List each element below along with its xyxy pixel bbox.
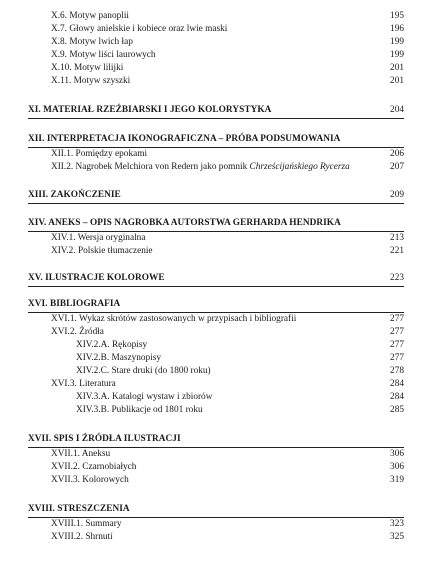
toc-subentry-title: XIV.2.C. Stare druki (do 1800 roku) [76,366,211,376]
toc-entry [0,36,427,49]
toc-entry-title: XVI.1. Wykaz skrótów zastosowanych w przypisach i bibliografii [51,314,297,324]
toc-entry-page: 199 [390,50,404,60]
chapter-page: 223 [390,273,404,283]
toc-entry-title: X.6. Motyw panoplii [51,11,129,21]
toc-subentry [0,352,427,365]
toc-entry-page: 199 [390,37,404,47]
toc-entry-title: X.10. Motyw lilijki [51,63,124,73]
toc-entry [0,148,427,161]
toc-entry-title: XVI.3. Literatura [51,379,116,389]
toc-entry-page: 213 [390,233,404,243]
toc-entry-page: 284 [390,379,404,389]
toc-entry-page: 206 [390,149,404,159]
toc-entry-page: 323 [390,519,404,529]
toc-subentry-page: 278 [390,366,404,376]
toc-entry-title: XVII.3. Kolorowych [51,475,129,485]
toc-entry-page: 277 [390,327,404,337]
toc-chapter [0,503,427,516]
toc-entry [0,518,427,531]
chapter-title: XV. ILUSTRACJE KOLOROWE [28,273,165,283]
toc-entry-title [51,161,350,174]
toc-entry-title: XVII.1. Aneksu [51,449,111,459]
toc-subentry-title: XIV.3.A. Katalogi wystaw i zbiorów [76,392,213,402]
chapter-title: XVII. SPIS I ŹRÓDŁA ILUSTRACJI [28,434,181,444]
toc-entry-title: XVII.2. Czarnobiałych [51,462,137,472]
toc-entry-title: XVIII.2. Shrnutí [51,532,113,542]
chapter-title: XIV. ANEKS – OPIS NAGROBKA AUTORSTWA GERHARDA HENDRIKA [28,218,341,228]
toc-subentry-page: 277 [390,340,404,350]
toc-entry [0,245,427,258]
toc-entry-page: 277 [390,314,404,324]
toc-subentry-page: 277 [390,353,404,363]
toc-entry-title: X.9. Motyw liści laurowych [51,50,156,60]
toc-entry [0,161,427,174]
toc-entry-title: XVI.2. Źródła [51,327,104,337]
toc-chapter [0,433,427,446]
toc-entry-page: 306 [390,462,404,472]
toc-entry [0,378,427,391]
toc-chapter [0,272,427,285]
toc-entry [0,461,427,474]
chapter-title: XVI. BIBLIOGRAFIA [28,299,121,309]
toc-entry-page: 306 [390,449,404,459]
toc-entry [0,313,427,326]
toc-entry-title: XVIII.1. Summary [51,519,122,529]
toc-entry-title: X.7. Głowy anielskie i kobiece oraz lwie maski [51,24,228,34]
chapter-rule [28,286,404,287]
toc-subentry [0,339,427,352]
toc-subentry [0,365,427,378]
toc-subentry-page: 284 [390,392,404,402]
chapter-page: 209 [390,190,404,200]
toc-subentry-page: 285 [390,405,404,415]
toc-subentry [0,404,427,417]
toc-entry [0,531,427,544]
toc-entry-page: 221 [390,246,404,256]
chapter-title: XI. MATERIAŁ RZEŹBIARSKI I JEGO KOLORYSTYKA [28,105,272,115]
toc-entry-page: 207 [390,162,404,172]
toc-entry [0,62,427,75]
toc-entry-title: X.11. Motyw szyszki [51,76,131,86]
toc-entry-title: XIV.2. Polskie tłumaczenie [51,246,153,256]
toc-subentry [0,391,427,404]
toc-chapter [0,133,427,146]
toc-entry [0,10,427,23]
chapter-rule [28,118,404,119]
chapter-title: XIII. ZAKOŃCZENIE [28,190,121,200]
toc-entry [0,23,427,36]
chapter-rule [28,203,404,204]
toc-entry-title: XII.1. Pomiędzy epokami [51,149,148,159]
toc-entry-page: 325 [390,532,404,542]
toc-chapter [0,217,427,230]
toc-chapter [0,189,427,202]
chapter-page: 204 [390,105,404,115]
toc-entry [0,49,427,62]
toc-entry-title: X.8. Motyw lwich łap [51,37,133,47]
toc-entry-page: 201 [390,63,404,73]
toc-entry-page: 196 [390,24,404,34]
toc-subentry-title: XIV.2.B. Maszynopisy [76,353,162,363]
toc-entry [0,326,427,339]
toc-entry-title-text: XII.2. Nagrobek Melchiora von Redern jako pomnik [51,162,250,172]
toc-subentry-title: XIV.2.A. Rękopisy [76,340,148,350]
toc-entry-page: 201 [390,76,404,86]
toc-subentry-title: XIV.3.B. Publikacje od 1801 roku [76,405,203,415]
toc-entry-page: 195 [390,11,404,21]
toc-entry-title-italic: Chrześcijańskiego Rycerza [249,162,350,172]
toc-entry-page: 319 [390,475,404,485]
toc-entry [0,75,427,88]
toc-entry [0,474,427,487]
toc-chapter [0,298,427,311]
toc-entry-title: XIV.1. Wersja oryginalna [51,233,146,243]
toc-entry [0,232,427,245]
toc-entry [0,448,427,461]
chapter-title: XII. INTERPRETACJA IKONOGRAFICZNA – PRÓBA PODSUMOWANIA [28,134,341,144]
chapter-title: XVIII. STRESZCZENIA [28,504,130,514]
toc-chapter [0,104,427,117]
